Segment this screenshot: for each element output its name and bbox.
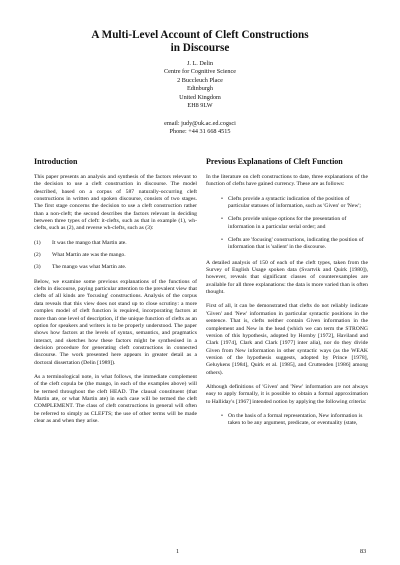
title-line: in Discourse — [170, 42, 230, 54]
intro-paragraph: As a terminological note, in what follows, the immediate complement of the cleft copula be (the mango, in each of the examples above) will be termed throughout the cleft HEAD. The clausal constituent (that Martin ate, or what Martin ate) in each case will be termed the cleft COMPLEMENT. The class of cleft constructions in general will often be referred to simply as CLEFTS; the use of other terms will be made clear as and when they arise. — [34, 373, 197, 424]
example-number: (1) — [34, 239, 41, 246]
bullet-item — [206, 196, 368, 211]
example-number: (2) — [34, 252, 41, 259]
body-paragraph: In the literature on cleft constructions to date, three explanations of the function of clefts have gained currency. These are as follows: — [206, 174, 368, 188]
affiliation-line: Edinburgh — [186, 85, 213, 93]
affiliation-line: EH8 9LW — [187, 102, 213, 110]
bullet-icon: • — [221, 216, 223, 223]
intro-paragraph: This paper presents an analysis and synthesis of the factors relevant to the decision to use a cleft construction in discourse. The model described, based on a corpus of 587 naturally-occurring cleft constructions in written and spoken discourse, consists of two stages. The first stage concerns the decision to use a cleft construction rather than a non-cleft; the second describes the factors relevant in deciding between three types of cleft: it-clefts, such as that in example (1), wh-clefts, such as (2), and reverse wh-clefts, such as (3): — [34, 174, 197, 232]
body-paragraph: First of all, it can be demonstrated that clefts do not reliably indicate 'Given' and 'New' information in particular syntactic positions in the sentence. That is, clefts neither contain Given information in the complement and New in the head (which we can term the STRONG version of this hypothesis, adopted by Hornby [1972], Haviland and Clark [1974], Clark and Clark [1977] inter alia), nor do they divide Given from New information in other syntactic ways (as the WEAK version of the hypothesis suggests, adopted by Prince [1978], Geluykens [1984], Quirk et al. [1985], and Cruttenden [1986] among others). — [206, 303, 368, 376]
affiliation-line: United Kingdom — [179, 93, 221, 101]
body-paragraph: A detailed analysis of 150 of each of the cleft types, taken from the Survey of English Usage spoken data (Svartvik and Quirk [1980]), however, reveals that significant classes of counterexamples are available for all three explanations: the data is more varied than is often thought. — [206, 259, 368, 296]
section-heading-introduction: Introduction — [34, 157, 78, 166]
affiliation-line: 2 Buccleuch Place — [177, 76, 223, 84]
bullet-icon: • — [221, 237, 223, 244]
contact-block — [100, 120, 300, 137]
example-number: (3) — [34, 264, 41, 271]
bullet-text: Clefts are 'focusing' constructions, indicating the position of information that is 'salient' in the discourse. — [228, 237, 364, 251]
author-phone: Phone: +44 31 668 4515 — [169, 128, 231, 136]
author-name: J. L. Delin — [186, 60, 214, 67]
bullet-item — [206, 413, 368, 428]
body-paragraph: Although definitions of 'Given' and 'New' information are not always easy to apply formally, it is possible to obtain a formal approximation to Halliday's [1967] intended notion by applying the following criteria: — [206, 383, 368, 405]
bullet-text: Clefts provide a syntactic indication of the position of particular statuses of information, such as 'Given' or 'New'; — [228, 195, 361, 210]
proceedings-page-number: 83 — [360, 548, 367, 555]
bullet-icon: • — [221, 195, 223, 202]
author-email: email: judy@uk.ac.ed.cogsci — [164, 120, 236, 127]
example-text: The mango was what Martin ate. — [52, 264, 127, 271]
example-item — [34, 264, 197, 271]
author-block — [100, 60, 300, 110]
right-column — [206, 157, 368, 434]
example-item — [34, 240, 197, 247]
example-item — [34, 252, 197, 259]
bullet-item — [206, 216, 368, 231]
paper-title — [60, 29, 340, 55]
bullet-text: Clefts provide unique options for the presentation of information in a particular serial order; and — [228, 216, 347, 230]
example-text: What Martin ate was the mango. — [52, 252, 126, 259]
affiliation-line: Centre for Cognitive Science — [164, 68, 236, 76]
section-heading-previous-explanations: Previous Explanations of Cleft Function — [206, 157, 343, 166]
left-column — [34, 157, 197, 432]
page-number: 1 — [176, 548, 180, 555]
bullet-icon: • — [221, 412, 223, 419]
example-text: It was the mango that Martin ate. — [52, 239, 127, 246]
title-line: A Multi-Level Account of Cleft Constructions — [91, 29, 309, 41]
bullet-item — [206, 237, 368, 252]
intro-paragraph: Below, we examine some previous explanations of the functions of clefts in discourse, paying particular attention to the prevalent view that clefts of all kinds are 'focusing' constructions. Analysis of the corpus data reveals that this view does not stand up to close scrutiny: a more complex model of cleft function is required, incorporating factors at more than one level of description, if the unique function of clefts as an option for speakers and writers is to be properly understood. The paper shows how factors at the levels of syntax, semantics, and pragmatics interact, and sketches how these factors might be synthesised in a decision procedure for generating cleft constructions in connected discourse. The work presented here appears in greater detail as a doctoral dissertation (Delin [1989]). — [34, 278, 197, 366]
bullet-text: On the basis of a formal representation, New information is taken to be any argument, predicate, or eventuality (state, — [228, 412, 363, 427]
